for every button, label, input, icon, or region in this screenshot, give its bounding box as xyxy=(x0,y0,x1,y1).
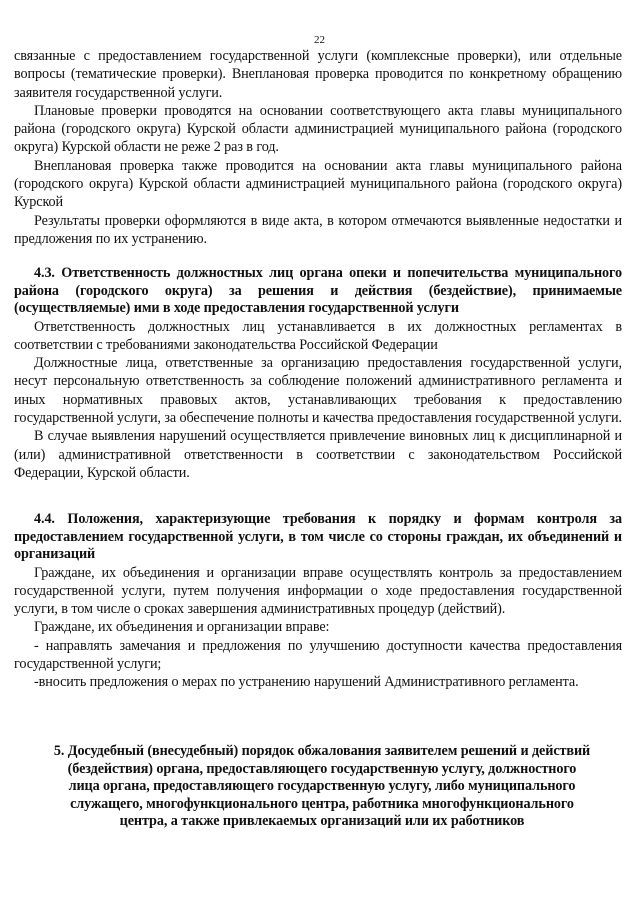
paragraph: Ответственность должностных лиц устанавливается в их должностных регламентах в соответствии с требованиями законодательства Российской Федерации xyxy=(14,318,622,353)
paragraph: В случае выявления нарушений осуществляется привлечение виновных лиц к дисциплинарной и (или) административной ответственности в соответствии с законодательством Российской Федерации, Курской области. xyxy=(14,428,622,481)
section-heading: 4.4. Положения, характеризующие требования к порядку и формам контроля за предоставлением государственной услуги, в том числе со стороны граждан, их объединений и организаций xyxy=(14,511,622,562)
section-heading: 5. Досудебный (внесудебный) порядок обжалования заявителем решений и действий (бездействия) органа, предоставляющего государственную услугу, должностного лица органа, предоставляющего государственную услугу, либо муниципального служащего, многофункционального центра, работника многофункционального центра, а также привлекаемых организаций или их работников xyxy=(53,743,591,830)
paragraph: связанные с предоставлением государственной услуги (комплексные проверки), или отдельные вопросы (тематические проверки). Внеплановая проверка проводится по конкретному обращению заявителя государственной услуги. xyxy=(14,48,622,101)
paragraph: -вносить предложения о мерах по устранению нарушений Административного регламента. xyxy=(34,674,579,691)
inspection-section xyxy=(14,47,622,248)
paragraph: Внеплановая проверка также проводится на основании акта главы муниципального района (городского округа) Курской области администрацией муниципального района (городского округа) Курской xyxy=(14,157,622,211)
section-4-3 xyxy=(14,265,622,482)
section-5 xyxy=(52,743,592,831)
paragraph: - направлять замечания и предложения по улучшению доступности качества предоставления государственной услуги; xyxy=(14,637,622,672)
paragraph: Плановые проверки проводятся на основании соответствующего акта главы муниципального района (городского округа) Курской области администрацией муниципального района (городского округа) Курской области не реже 2 раз в год. xyxy=(14,102,622,156)
paragraph: Граждане, их объединения и организации вправе: xyxy=(34,619,330,636)
section-heading: 4.3. Ответственность должностных лиц органа опеки и попечительства муниципального района (городского округа) за решения и действия (бездействие), принимаемые (осуществляемые) ими в ходе предоставления государственной услуги xyxy=(14,265,622,316)
paragraph: Граждане, их объединения и организации вправе осуществлять контроль за предоставлением государственной услуги, путем получения информации о ходе предоставления государственной услуги, в том числе о сроках завершения административных процедур (действий). xyxy=(14,564,622,618)
section-4-4 xyxy=(14,511,622,692)
paragraph: Должностные лица, ответственные за организацию предоставления государственной услуги, несут персональную ответственность за соблюдение положений административного регламента и иных нормативных правовых актов, устанавливающих требования к предоставлению государственной услуги, за обеспечение полноты и качества предоставления государственной услуги. xyxy=(14,355,622,426)
paragraph: Результаты проверки оформляются в виде акта, в котором отмечаются выявленные недостатки и предложения по их устранению. xyxy=(14,212,622,247)
page-number: 22 xyxy=(314,34,325,46)
